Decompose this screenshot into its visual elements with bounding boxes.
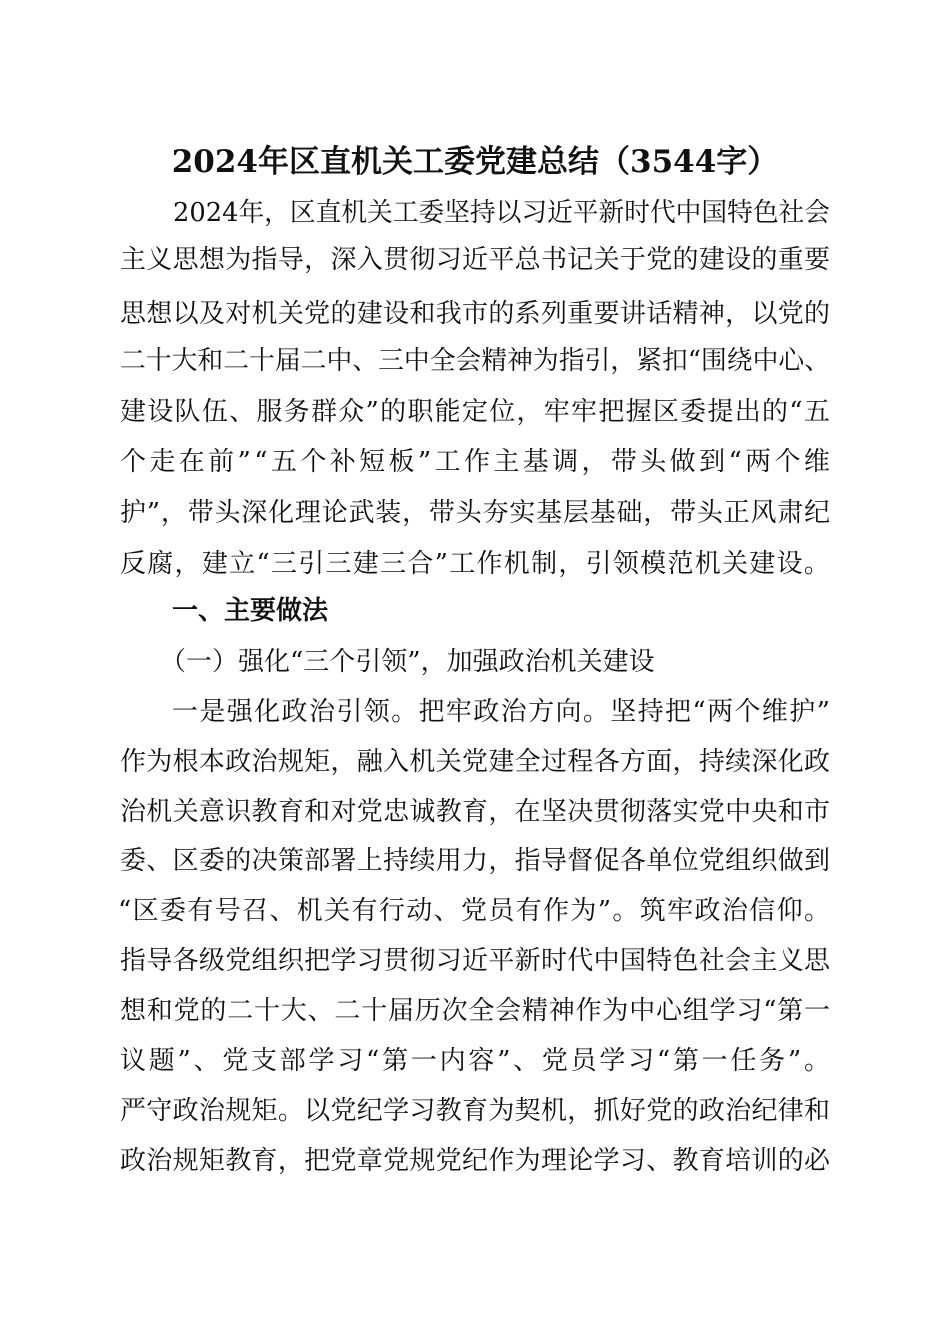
line-text: 想和党的二十大、二十届历次全会精神作为中心组学习“第一 bbox=[120, 996, 831, 1026]
subsection-heading bbox=[0, 642, 950, 682]
line-text: 一是强化政治引领。把牢政治方向。坚持把“两个维护” bbox=[172, 697, 832, 727]
paragraph-line bbox=[0, 493, 950, 533]
paragraph-line bbox=[0, 294, 950, 334]
line-text: 个走在前”“五个补短板”工作主基调，带头做到“两个维 bbox=[120, 447, 834, 477]
paragraph-line bbox=[0, 392, 950, 432]
paragraph-line bbox=[0, 442, 950, 482]
paragraph-line bbox=[0, 742, 950, 782]
line-text: 指导各级党组织把学习贯彻习近平新时代中国特色社会主义思 bbox=[120, 946, 831, 976]
line-text: 作为根本政治规矩，融入机关党建全过程各方面，持续深化政 bbox=[120, 747, 831, 777]
section-heading bbox=[0, 591, 950, 631]
paragraph-line bbox=[0, 341, 950, 381]
paragraph-line bbox=[0, 240, 950, 280]
subsection-heading-text: （一）强化“三个引领”，加强政治机关建设 bbox=[160, 647, 655, 677]
paragraph-line bbox=[0, 1041, 950, 1081]
line-text: 政治规矩教育，把党章党规党纪作为理论学习、教育培训的必 bbox=[120, 1146, 831, 1176]
line-text: 严守政治规矩。以党纪学习教育为契机，抓好党的政治纪律和 bbox=[120, 1096, 831, 1126]
paragraph-line bbox=[0, 792, 950, 832]
paragraph-line bbox=[0, 1091, 950, 1131]
document-title: 2024年区直机关工委党建总结（3544字） bbox=[171, 144, 779, 180]
paragraph-line bbox=[0, 692, 950, 732]
line-text: 护”，带头深化理论武装，带头夯实基层基础，带头正风肃纪 bbox=[120, 498, 831, 528]
paragraph-line bbox=[0, 1141, 950, 1181]
paragraph-line bbox=[0, 193, 950, 233]
line-text: 反腐，建立“三引三建三合”工作机制，引领模范机关建设。 bbox=[120, 549, 832, 579]
paragraph-line bbox=[0, 991, 950, 1031]
line-text: 治机关意识教育和对党忠诚教育，在坚决贯彻落实党中央和市 bbox=[120, 797, 831, 827]
section-heading-text: 一、主要做法 bbox=[172, 596, 329, 626]
paragraph-line bbox=[0, 544, 950, 584]
line-text: 主义思想为指导，深入贯彻习近平总书记关于党的建设的重要 bbox=[120, 245, 831, 275]
line-text: 建设队伍、服务群众”的职能定位，牢牢把握区委提出的“五 bbox=[120, 397, 832, 427]
paragraph-line bbox=[0, 841, 950, 881]
line-text: “区委有号召、机关有行动、党员有作为”。筑牢政治信仰。 bbox=[118, 896, 832, 926]
line-text: 2024年，区直机关工委坚持以习近平新时代中国特色社会 bbox=[173, 198, 830, 228]
line-text: 思想以及对机关党的建设和我市的系列重要讲话精神，以党的 bbox=[120, 299, 831, 329]
line-text: 委、区委的决策部署上持续用力，指导督促各单位党组织做到 bbox=[120, 846, 831, 876]
paragraph-line bbox=[0, 941, 950, 981]
line-text: 议题”、党支部学习“第一内容”、党员学习“第一任务”。 bbox=[120, 1046, 833, 1076]
line-text: 二十大和二十届二中、三中全会精神为指引，紧扣“围绕中心、 bbox=[120, 346, 831, 376]
paragraph-line bbox=[0, 891, 950, 931]
